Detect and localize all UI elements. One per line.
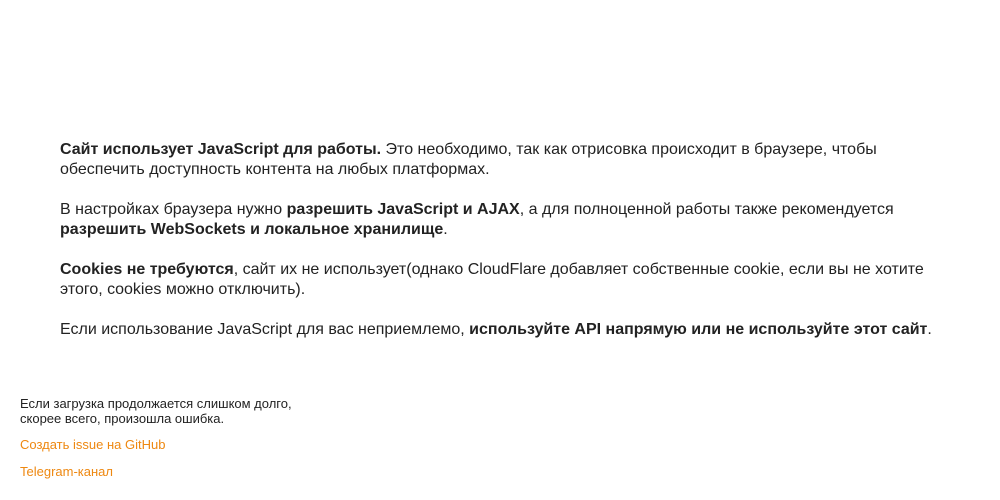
loading-hint-line-1: Если загрузка продолжается слишком долго, xyxy=(20,396,292,411)
js-required-notice xyxy=(60,140,940,360)
notice-api-text-1: Если использование JavaScript для вас неприемлемо, xyxy=(60,321,470,338)
loading-hint xyxy=(20,396,340,426)
github-issue-link[interactable]: Создать issue на GitHub xyxy=(20,437,166,452)
loading-hint-line-2: скорее всего, произошла ошибка. xyxy=(20,411,225,426)
notice-paragraph-settings xyxy=(60,200,940,240)
notice-api-text-2: . xyxy=(927,321,932,338)
loading-footer xyxy=(20,396,340,491)
notice-js-heading: Сайт использует JavaScript для работы. xyxy=(60,141,382,158)
notice-api-bold: используйте API напрямую или не используйте этот сайт xyxy=(469,321,928,338)
notice-settings-text-2: , а для полноценной работы также рекомендуется xyxy=(519,201,894,218)
notice-paragraph-js xyxy=(60,140,940,180)
notice-paragraph-cookies xyxy=(60,260,940,300)
notice-settings-js-ajax: разрешить JavaScript и AJAX xyxy=(286,201,520,218)
notice-cookies-heading: Cookies не требуются xyxy=(60,261,234,278)
notice-settings-text-3: . xyxy=(443,221,448,238)
notice-settings-text-1: В настройках браузера нужно xyxy=(60,201,287,218)
notice-cookies-text: , сайт их не использует(однако CloudFlare добавляет собственные cookie, если вы не хотите этого, cookies можно отключить). xyxy=(60,261,924,298)
notice-settings-websockets: разрешить WebSockets и локальное хранилище xyxy=(60,221,444,238)
telegram-channel-link[interactable]: Telegram-канал xyxy=(20,464,113,479)
notice-paragraph-api xyxy=(60,320,940,340)
notice-js-text: Это необходимо, так как отрисовка происходит в браузере, чтобы обеспечить доступность контента на любых платформах. xyxy=(60,141,877,178)
